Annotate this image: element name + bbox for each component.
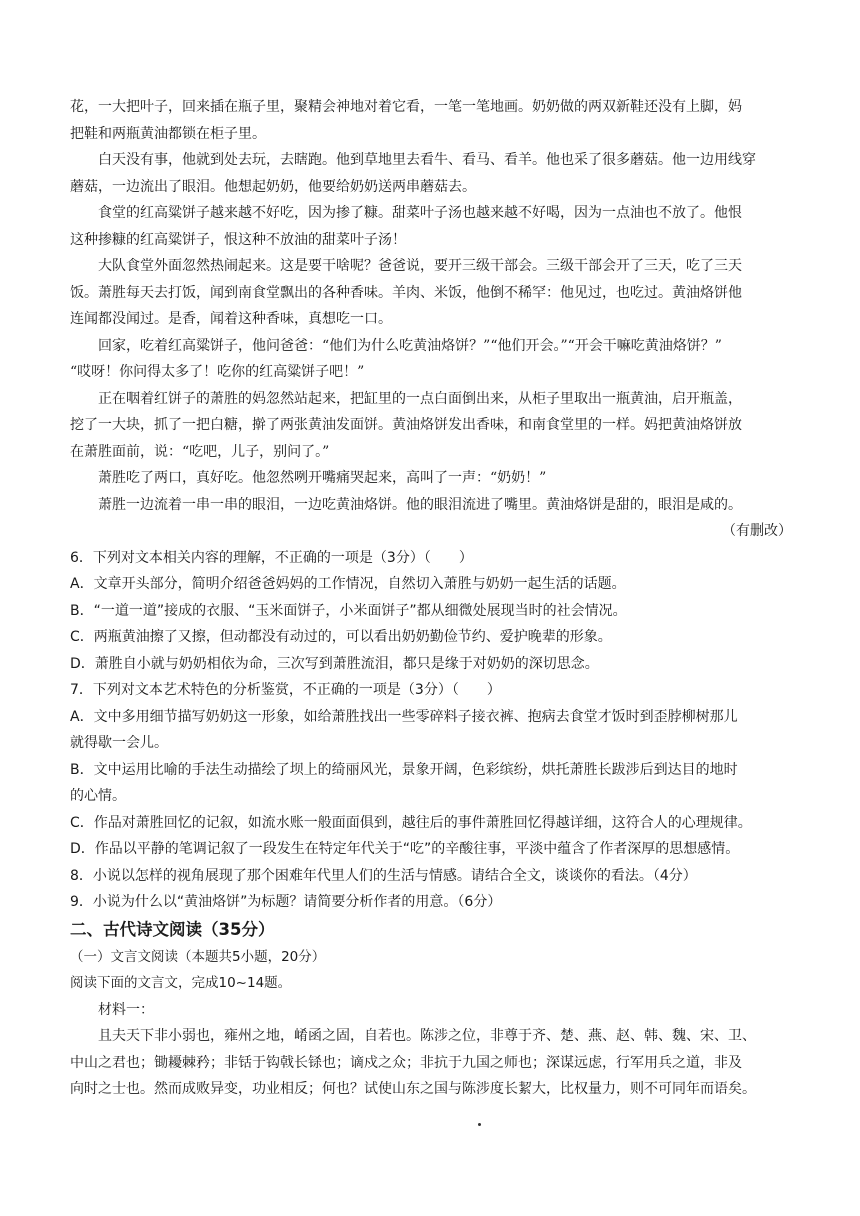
- material-line: 向时之士也。然而成败异变，功业相反；何也？试使山东之国与陈涉度长絜大，比权量力，则不可同年而语矣。: [70, 1081, 756, 1097]
- answer-option: 就得歇一会儿。: [70, 735, 168, 751]
- reading-instruction: 阅读下面的文言文，完成10~14题。: [70, 975, 292, 991]
- paragraph-line: 饭。萧胜每天去打饭，闻到南食堂飘出的各种香味。羊肉、米饭，他倒不稀罕：他见过，也吃过。黄油烙饼他: [70, 284, 742, 301]
- answer-option: C．两瓶黄油擦了又擦，但动都没有动过的，可以看出奶奶勤俭节约、爱护晚辈的形象。: [70, 629, 612, 645]
- paragraph-line: “哎呀！你问得太多了！吃你的红高粱饼子吧！”: [70, 364, 365, 380]
- answer-option: B．“一道一道”接成的衣服、“玉米面饼子，小米面饼子”都从细微处展现当时的社会情况。: [70, 602, 627, 619]
- material-line: 中山之君也；锄耰棘矜；非铦于钩戟长铩也；谪戍之众；非抗于九国之师也；深谋远虑，行军用兵之道，非及: [70, 1054, 742, 1071]
- question-stem: 9．小说为什么以“黄油烙饼”为标题？请简要分析作者的用意。（6分）: [70, 894, 502, 910]
- paragraph-line: 萧胜一边流着一串一串的眼泪，一边吃黄油烙饼。他的眼泪流进了嘴里。黄油烙饼是甜的，眼泪是咸的。: [98, 496, 742, 513]
- question-list: [70, 545, 792, 916]
- exam-page: [70, 94, 792, 1103]
- paragraph-line: 大队食堂外面忽然热闹起来。这是要干啥呢？爸爸说，要开三级干部会。三级干部会开了三天，吃了三天: [98, 258, 742, 274]
- paragraph-line: 连闻都没闻过。是香，闻着这种香味，真想吃一口。: [70, 311, 392, 327]
- paragraph-line: 萧胜吃了两口，真好吃。他忽然咧开嘴痛哭起来，高叫了一声：“奶奶！”: [98, 470, 547, 486]
- answer-option: A．文章开头部分，简明介绍爸爸妈妈的工作情况，自然切入萧胜与奶奶一起生活的话题。: [70, 576, 626, 592]
- paragraph-line: 回家，吃着红高粱饼子，他问爸爸：“他们为什么吃黄油烙饼？”“他们开会。”“开会干嘛吃黄油烙饼？”: [98, 337, 722, 354]
- paragraph-line: 正在咽着红饼子的萧胜的妈忽然站起来，把缸里的一点白面倒出来，从柜子里取出一瓶黄油，启开瓶盖，: [98, 390, 742, 407]
- paragraph-line: 花，一大把叶子，回来插在瓶子里，聚精会神地对着它看，一笔一笔地画。奶奶做的两双新鞋还没有上脚，妈: [70, 99, 742, 115]
- edit-note: （有删改）: [722, 523, 792, 539]
- paragraph-line: 挖了一大块，抓了一把白糖，擀了两张黄油发面饼。黄油烙饼发出香味，和南食堂里的一样。妈把黄油烙饼放: [70, 417, 742, 433]
- material-line: 且夫天下非小弱也，雍州之地，崤函之固，自若也。陈涉之位，非尊于齐、楚、燕、赵、韩、魏、宋、卫、: [98, 1028, 756, 1044]
- paragraph-line: 把鞋和两瓶黄油都锁在柜子里。: [70, 125, 266, 142]
- paragraph-line: 在萧胜面前，说：“吃吧，儿子，别问了。”: [70, 443, 330, 460]
- story-text: [70, 94, 792, 518]
- subsection-title: （一）文言文阅读（本题共5小题，20分）: [70, 948, 326, 965]
- answer-option: C．作品对萧胜回忆的记叙，如流水账一般面面俱到，越往后的事件萧胜回忆得越详细，这符合人的心理规律。: [70, 814, 752, 831]
- paragraph-line: 这种掺糠的红高粱饼子，恨这种不放油的甜菜叶子汤！: [70, 231, 406, 248]
- section-heading: 二、古代诗文阅读（35分）: [70, 919, 275, 939]
- material-label: 材料一：: [98, 1001, 154, 1018]
- paragraph-line: 蘑菇，一边流出了眼泪。他想起奶奶，他要给奶奶送两串蘑菇去。: [70, 178, 476, 195]
- answer-option: 的心情。: [70, 788, 126, 804]
- paragraph-line: 白天没有事，他就到处去玩，去瞎跑。他到草地里去看牛、看马、看羊。他也采了很多蘑菇。他一边用线穿: [98, 152, 756, 168]
- question-stem: 8．小说以怎样的视角展现了那个困难年代里人们的生活与情感。请结合全文，谈谈你的看法。（4分）: [70, 867, 697, 884]
- page-mark: [478, 1123, 481, 1126]
- paragraph-line: 食堂的红高粱饼子越来越不好吃，因为掺了糠。甜菜叶子汤也越来越不好喝，因为一点油也不放了。他恨: [98, 205, 742, 221]
- question-stem: 7．下列对文本艺术特色的分析鉴赏，不正确的一项是（3分）（ ）: [70, 682, 501, 698]
- answer-option: B．文中运用比喻的手法生动描绘了坝上的绮丽风光，景象开阔，色彩缤纷，烘托萧胜长跋涉后到达目的地时: [70, 761, 738, 778]
- answer-option: D．萧胜自小就与奶奶相依为命，三次写到萧胜流泪，都只是缘于对奶奶的深切思念。: [70, 655, 599, 672]
- question-stem: 6．下列对文本相关内容的理解，不正确的一项是（3分）（ ）: [70, 549, 473, 566]
- answer-option: A．文中多用细节描写奶奶这一形象，如给萧胜找出一些零碎料子接衣裤、抱病去食堂才饭时到歪脖柳树那儿: [70, 708, 738, 725]
- classical-material: [70, 1023, 792, 1103]
- answer-option: D．作品以平静的笔调记叙了一段发生在特定年代关于“吃”的辛酸往事，平淡中蕴含了作者深厚的思想感情。: [70, 841, 740, 857]
